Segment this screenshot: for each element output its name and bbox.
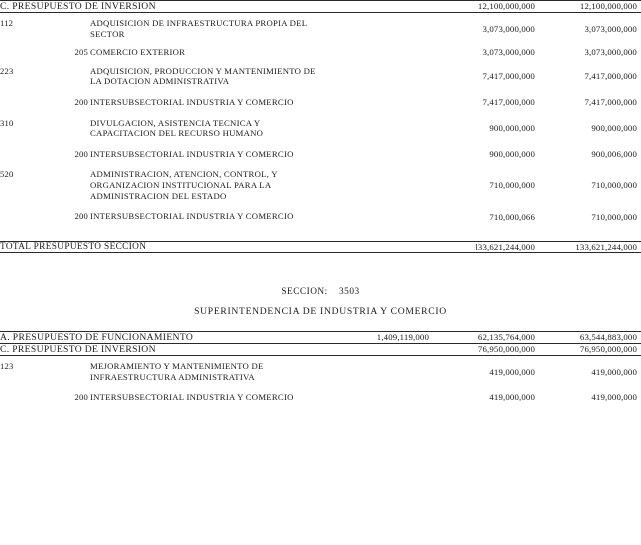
funcionamiento-amount-2: 62,135,764,000	[477, 331, 535, 342]
row-description: DIVULGACION, ASISTENCIA TECNICA Y CAPACITACION DEL RECURSO HUMANO	[90, 117, 264, 139]
table-row	[0, 387, 641, 408]
row-description: ADQUISICION, PRODUCCION Y MANTENIMIENTO DE LA DOTACION ADMINISTRATIVA	[90, 65, 316, 87]
row-amount-2: 7,417,000,000	[482, 97, 535, 108]
row-amount-1	[319, 44, 429, 61]
table-row	[0, 206, 641, 227]
table-row	[0, 61, 641, 92]
row-code-primary	[0, 92, 46, 113]
row-amount-2: 710,000,000	[489, 180, 535, 191]
row-description: MEJORAMIENTO Y MANTENIMIENTO DE INFRAESTRUCTURA ADMINISTRATIVA	[90, 360, 264, 382]
section-heading	[0, 287, 641, 317]
row-amount-3: 419,000,000	[591, 392, 637, 403]
section-name: SUPERINTENDENCIA DE INDUSTRIA Y COMERCIO	[194, 305, 447, 317]
section-label: SECCION:	[281, 286, 328, 297]
inversion2-amount-2: 76,950,000,000	[477, 343, 535, 354]
row-code-secondary	[46, 113, 88, 144]
row-amount-3: 3,073,000,000	[584, 47, 637, 58]
total-amount-1	[319, 242, 429, 252]
row-amount-3: 7,417,000,000	[584, 71, 637, 82]
row-amount-2: 3,073,000,000	[482, 47, 535, 58]
section-gap	[0, 253, 641, 287]
row-code-primary: 520	[0, 169, 14, 180]
row-amount-2: 710,000,066	[489, 211, 535, 222]
row-description: COMERCIO EXTERIOR	[90, 47, 186, 58]
spacer-before-total	[0, 227, 641, 241]
section-number: 3503	[339, 286, 360, 297]
row-amount-1	[319, 206, 429, 227]
row-amount-1	[319, 13, 429, 44]
row-description: INTERSUBSECTORIAL INDUSTRIA Y COMERCIO	[90, 97, 294, 108]
row-code-secondary: 205	[74, 47, 88, 58]
row-amount-3: 7,417,000,000	[584, 97, 637, 108]
funcionamiento-label: A. PRESUPUESTO DE FUNCIONAMIENTO	[0, 331, 194, 343]
row-amount-1	[319, 164, 429, 206]
row-code-secondary	[46, 61, 88, 92]
row-code-primary	[0, 44, 46, 61]
row-amount-2: 7,417,000,000	[482, 71, 535, 82]
budget-table-top	[0, 0, 641, 253]
row-amount-1	[319, 356, 429, 387]
row-description: INTERSUBSECTORIAL INDUSTRIA Y COMERCIO	[90, 211, 294, 222]
row-amount-1	[319, 387, 429, 408]
row-code-secondary	[46, 356, 88, 387]
row-description: ADQUISICION DE INFRAESTRUCTURA PROPIA DEL SECTOR	[90, 18, 307, 39]
row-amount-2: 900,000,000	[489, 149, 535, 160]
row-code-secondary: 200	[74, 392, 88, 403]
row-code-secondary: 200	[74, 211, 88, 222]
section-number-line	[0, 287, 641, 297]
row-amount-1	[319, 61, 429, 92]
row-code-secondary: 200	[74, 148, 88, 159]
row-code-primary	[0, 387, 46, 408]
row-amount-1	[319, 144, 429, 165]
row-amount-3: 900,000,000	[591, 123, 637, 134]
row-amount-2: 419,000,000	[489, 366, 535, 377]
total-label: TOTAL PRESUPUESTO SECCION	[0, 241, 147, 252]
budget-table-bottom	[0, 331, 641, 408]
section-heading-gap	[0, 317, 641, 331]
inversion-amount-3: 12,100,000,000	[579, 1, 637, 11]
header-row-inversion	[0, 1, 641, 12]
total-row	[0, 242, 641, 252]
inversion-amount-2: 12,100,000,000	[477, 1, 535, 11]
row-code-secondary: 200	[74, 97, 88, 108]
row-amount-3: 710,000,000	[591, 180, 637, 191]
row-amount-3: 419,000,000	[591, 366, 637, 377]
row-amount-3: 900,006,000	[591, 149, 637, 160]
row-description: INTERSUBSECTORIAL INDUSTRIA Y COMERCIO	[90, 148, 294, 159]
table-row	[0, 164, 641, 206]
row-amount-3: 3,073,000,000	[584, 23, 637, 34]
row-code-primary: 310	[0, 117, 14, 128]
inversion-label: C. PRESUPUESTO DE INVERSION	[0, 1, 156, 12]
row-code-primary	[0, 144, 46, 165]
row-code-secondary	[46, 164, 88, 206]
row-amount-2: 3,073,000,000	[482, 23, 535, 34]
table-row	[0, 13, 641, 44]
row-amount-1	[319, 92, 429, 113]
funcionamiento-amount-3: 63,544,883,000	[579, 331, 637, 342]
total-amount-2: l33,621,244,000	[475, 241, 535, 252]
header-row-funcionamiento	[0, 332, 641, 343]
total-amount-3: 133,621,244,000	[575, 241, 637, 252]
header-row-inversion-2	[0, 344, 641, 355]
row-amount-2: 900,000,000	[489, 123, 535, 134]
table-row	[0, 44, 641, 61]
row-code-primary: 112	[0, 18, 14, 28]
row-amount-1	[319, 113, 429, 144]
funcionamiento-amount-1: 1,409,119,000	[376, 331, 429, 342]
table-row	[0, 92, 641, 113]
row-description: ADMINISTRACION, ATENCION, CONTROL, Y ORGANIZACION INSTITUCIONAL PARA LA ADMINISTRACION DEL ESTADO	[90, 169, 278, 201]
inversion2-label: C. PRESUPUESTO DE INVERSION	[0, 343, 156, 355]
row-amount-3: 710,000,000	[591, 211, 637, 222]
inversion2-amount-1	[319, 344, 429, 355]
row-code-primary: 123	[0, 360, 14, 371]
row-description: INTERSUBSECTORIAL INDUSTRIA Y COMERCIO	[90, 392, 294, 403]
inversion2-amount-3: 76,950,000,000	[579, 343, 637, 354]
row-code-primary: 223	[0, 65, 14, 76]
table-row	[0, 113, 641, 144]
row-amount-2: 419,000,000	[489, 392, 535, 403]
table-row	[0, 356, 641, 387]
row-code-primary	[0, 206, 46, 227]
row-code-secondary	[46, 13, 88, 44]
inversion-amount-1	[319, 1, 429, 12]
table-row	[0, 144, 641, 165]
